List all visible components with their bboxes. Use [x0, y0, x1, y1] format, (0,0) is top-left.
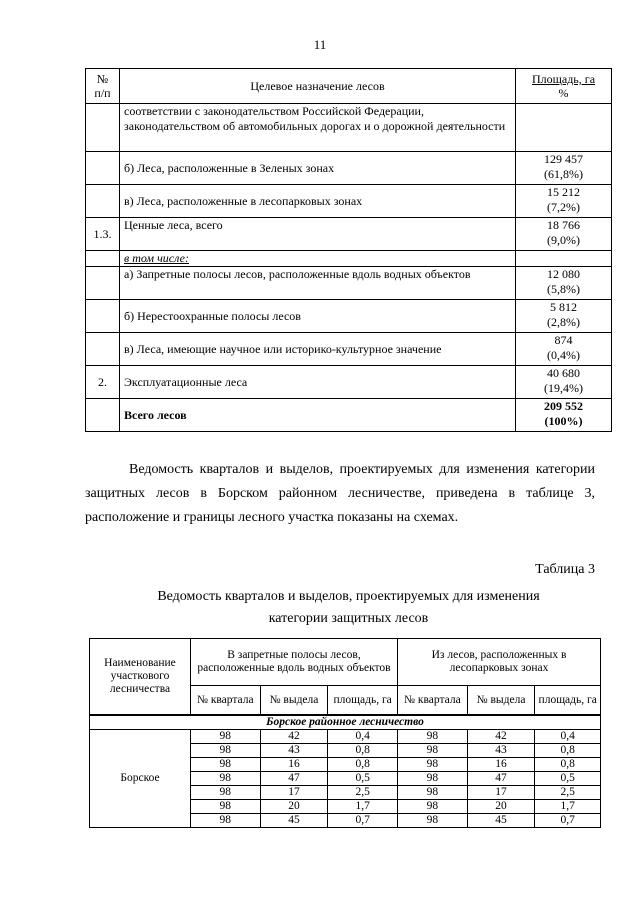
section-row [90, 715, 601, 730]
row-num: 1.3. [86, 218, 120, 251]
table-row [86, 251, 612, 267]
table-title: Ведомость кварталов и выделов, проектируемых для изменения категории защитных лесов [157, 589, 540, 626]
table-row [86, 267, 612, 300]
row-area: 129 457 (61,8%) [516, 152, 612, 185]
table-row: 98 20 1,7 98 20 1,7 [90, 800, 601, 814]
row-area: 5 812 (2,8%) [516, 300, 612, 333]
row-name: а) Запретные полосы лесов, расположенные вдоль водных объектов [120, 267, 516, 300]
row-area: 874 (0,4%) [516, 333, 612, 366]
body-paragraph: Ведомость кварталов и выделов, проектируемых для изменения категории защитных лесов в Борском районном лесничестве, приведена в таблице 3, расположение и границы лесного участка показаны на схемах. [85, 462, 595, 525]
table-row [86, 333, 612, 366]
row-name: в том числе: [120, 251, 516, 267]
forest-purpose-table [85, 68, 612, 432]
subheader-area: площадь, га [535, 686, 601, 716]
table-row [86, 104, 612, 152]
subheader-kvartal: № квартала [398, 686, 468, 716]
table-row: 98 47 0,5 98 47 0,5 [90, 772, 601, 786]
header-group1: В запретные полосы лесов, расположенные вдоль водных объектов [190, 639, 397, 686]
table-row: 98 43 0,8 98 43 0,8 [90, 744, 601, 758]
row-area: 18 766 (9,0%) [516, 218, 612, 251]
table-row: 98 16 0,8 98 16 0,8 [90, 758, 601, 772]
header-forestry: Наименование участкового лесничества [90, 639, 191, 716]
section-title: Борское районное лесничество [90, 715, 601, 730]
header-area-unit: % [558, 86, 569, 100]
total-row [86, 399, 612, 432]
row-name: Эксплуатационные леса [120, 366, 516, 399]
table-header-row [86, 69, 612, 104]
subheader-vydel: № выдела [467, 686, 535, 716]
table-row: 98 17 2,5 98 17 2,5 [90, 786, 601, 800]
table-row [86, 218, 612, 251]
header-purpose: Целевое назначение лесов [120, 69, 516, 104]
header-group2: Из лесов, расположенных в лесопарковых зонах [398, 639, 601, 686]
table-row [86, 185, 612, 218]
table-row [86, 366, 612, 399]
table-row: Борское 98 42 0,4 98 42 0,4 [90, 730, 601, 744]
header-area [516, 69, 612, 104]
row-name: б) Леса, расположенные в Зеленых зонах [120, 152, 516, 185]
row-name: б) Нерестоохранные полосы лесов [120, 300, 516, 333]
table-header-row [90, 639, 601, 686]
page-number: 11 [313, 37, 327, 52]
header-num: № п/п [86, 69, 120, 104]
table-caption: Таблица 3 [535, 562, 595, 577]
subheader-kvartal: № квартала [190, 686, 260, 716]
table-row [86, 152, 612, 185]
subheader-area: площадь, га [328, 686, 398, 716]
quarters-table [89, 638, 601, 828]
row-name: в) Леса, расположенные в лесопарковых зонах [120, 185, 516, 218]
header-area-label: Площадь, га [531, 72, 596, 86]
forestry-name: Борское [90, 730, 191, 828]
row-area: 12 080 (5,8%) [516, 267, 612, 300]
table-row [86, 300, 612, 333]
row-name: Ценные леса, всего [120, 218, 516, 251]
table-row: 98 45 0,7 98 45 0,7 [90, 814, 601, 828]
total-label: Всего лесов [120, 399, 516, 432]
row-area: 40 680 (19,4%) [516, 366, 612, 399]
row-num: 2. [86, 366, 120, 399]
row-name: соответствии с законодательством Российской Федерации, законодательством об автомобильных дорогах и о дорожной деятельности [120, 104, 516, 152]
row-area: 15 212 (7,2%) [516, 185, 612, 218]
row-name: в) Леса, имеющие научное или историко-культурное значение [120, 333, 516, 366]
subheader-vydel: № выдела [260, 686, 328, 716]
total-area: 209 552 (100%) [516, 399, 612, 432]
